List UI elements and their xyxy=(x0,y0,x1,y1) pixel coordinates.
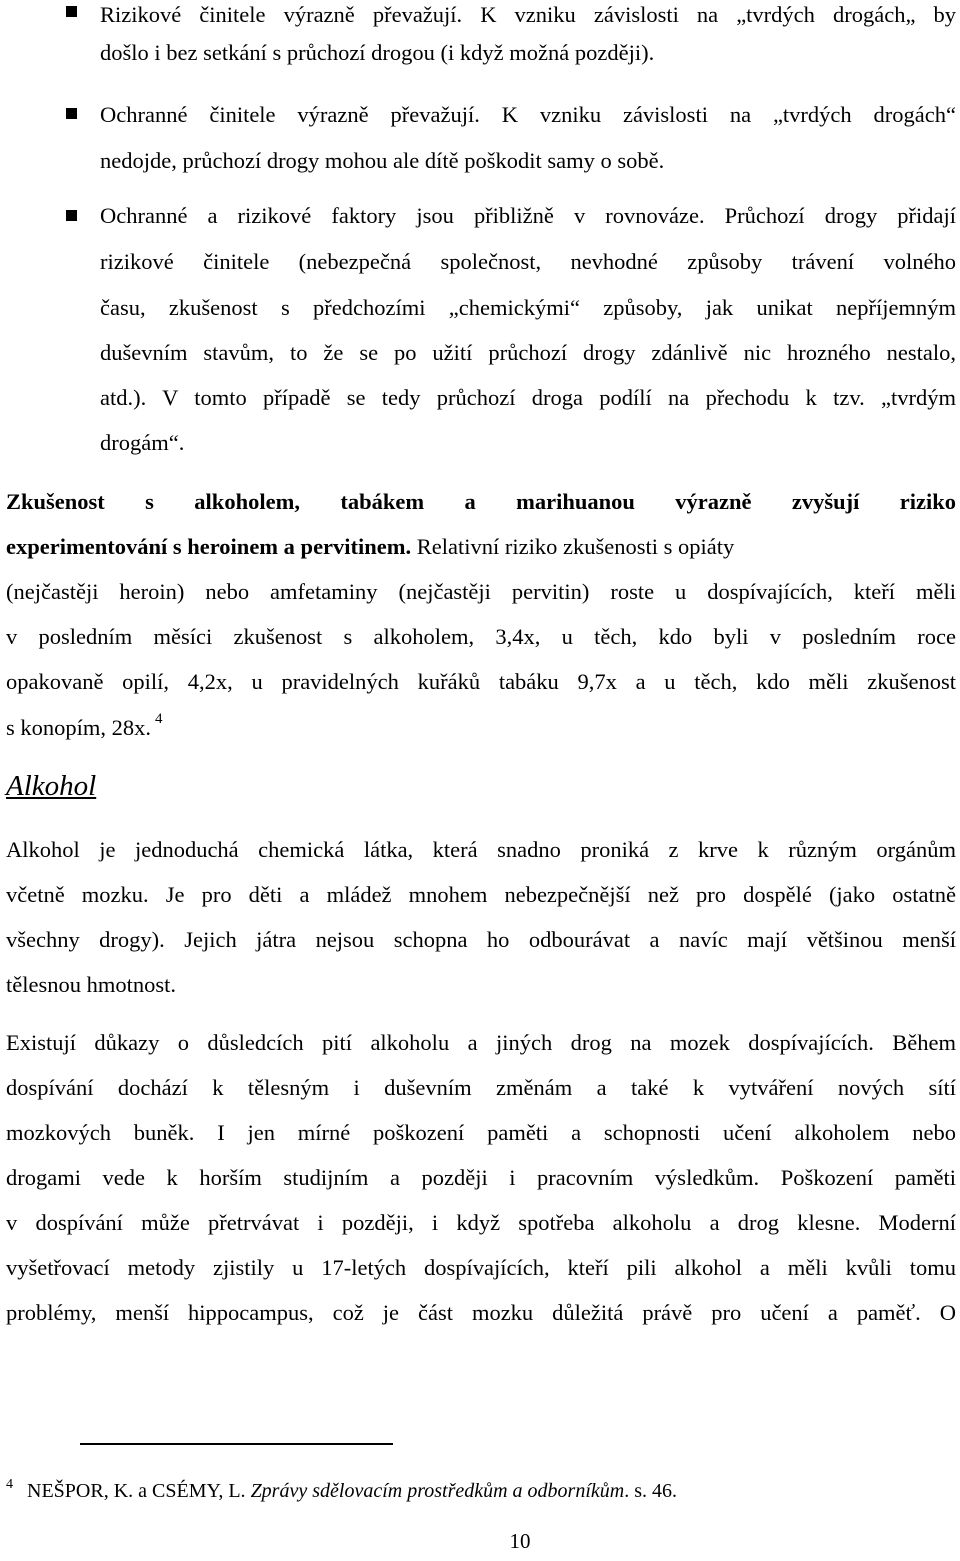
text-line: drogám“. xyxy=(100,430,185,455)
text-line: Ochranné činitele výrazně převažují. K vzniku závislosti na „tvrdých drogách“ xyxy=(100,102,956,127)
text-line: rizikové činitele (nebezpečná společnost, nevhodné způsoby trávení volného xyxy=(100,249,956,274)
text-line xyxy=(6,532,956,562)
section-heading: Alkohol xyxy=(6,770,97,802)
text-line: včetně mozku. Je pro děti a mládež mnohem nebezpečnější než pro dospělé (jako ostatně xyxy=(6,882,956,907)
text-line: všechny drogy). Jejich játra nejsou schopna ho odbourávat a navíc mají většinou menší xyxy=(6,927,956,952)
text-line: duševním stavům, to že se po užití průchozí drogy zdánlivě nic hrozného nestalo, xyxy=(100,340,956,365)
text-segment: s konopím, 28x. xyxy=(6,715,152,740)
footnote xyxy=(6,1477,677,1508)
text-line: mozkových buněk. I jen mírné poškození paměti a schopnosti učení alkoholem nebo xyxy=(6,1120,956,1145)
text-line: drogami vede k horším studijním a později i pracovním výsledkům. Poškození paměti xyxy=(6,1165,956,1190)
footnote-number: 4 xyxy=(6,1477,13,1492)
text-line: v dospívání může přetrvávat i později, i když spotřeba alkoholu a drog klesne. Moderní xyxy=(6,1210,956,1235)
text-line: vyšetřovací metody zjistily u 17-letých dospívajících, kteří pili alkohol a měli kvůli tomu xyxy=(6,1255,956,1280)
text-line: Existují důkazy o důsledcích pití alkoholu a jiných drog na mozek dospívajících. Během xyxy=(6,1030,956,1055)
bold-statement-end: experimentování s heroinem a pervitinem. xyxy=(6,534,412,559)
text-line: došlo i bez setkání s průchozí drogou (i když možná později). xyxy=(100,40,655,65)
text-line: nedojde, průchozí drogy mohou ale dítě poškodit samy o sobě. xyxy=(100,148,665,173)
text-line: opakovaně opilí, 4,2x, u pravidelných kuřáků tabáku 9,7x a u těch, kdo měli zkušenost xyxy=(6,669,956,694)
text-segment: Relativní riziko zkušenosti s opiáty xyxy=(411,534,735,559)
bullet-square-icon xyxy=(66,6,77,17)
text-line: Ochranné a rizikové faktory jsou přibližně v rovnováze. Průchozí drogy přidají xyxy=(100,203,956,228)
text-line: tělesnou hmotnost. xyxy=(6,972,176,997)
bullet-square-icon xyxy=(66,210,77,221)
footnote-pages: . s. 46. xyxy=(624,1480,678,1502)
text-line: (nejčastěji heroin) nebo amfetaminy (nejčastěji pervitin) roste u dospívajících, kteří měli xyxy=(6,579,956,604)
text-line: Alkohol je jednoduchá chemická látka, která snadno proniká z krve k různým orgánům xyxy=(6,837,956,862)
text-line: dospívání dochází k tělesným i duševním změnám a také k vytváření nových sítí xyxy=(6,1075,956,1100)
text-line: v posledním měsíci zkušenost s alkoholem, 3,4x, u těch, kdo byli v posledním roce xyxy=(6,624,956,649)
footnote-authors: NEŠPOR, K. a CSÉMY, L. xyxy=(27,1480,251,1502)
bullet-square-icon xyxy=(66,108,77,119)
footnote-reference[interactable]: 4 xyxy=(155,711,163,727)
footnote-title: Zprávy sdělovacím prostředkům a odborníkům xyxy=(250,1480,625,1502)
text-line: atd.). V tomto případě se tedy průchozí droga podílí na přechodu k tzv. „tvrdým xyxy=(100,385,956,410)
text-line: času, zkušenost s předchozími „chemickými“ způsoby, jak unikat nepříjemným xyxy=(100,295,956,320)
text-line xyxy=(6,713,163,746)
text-line: Rizikové činitele výrazně převažují. K vzniku závislosti na „tvrdých drogách„ by xyxy=(100,2,956,27)
page-number: 10 xyxy=(509,1529,531,1553)
footnote-separator xyxy=(80,1443,393,1445)
bold-statement-line: Zkušenost s alkoholem, tabákem a marihuanou výrazně zvyšují riziko xyxy=(6,489,956,514)
text-line: problémy, menší hippocampus, což je část mozku důležitá právě pro učení a paměť. O xyxy=(6,1300,956,1325)
